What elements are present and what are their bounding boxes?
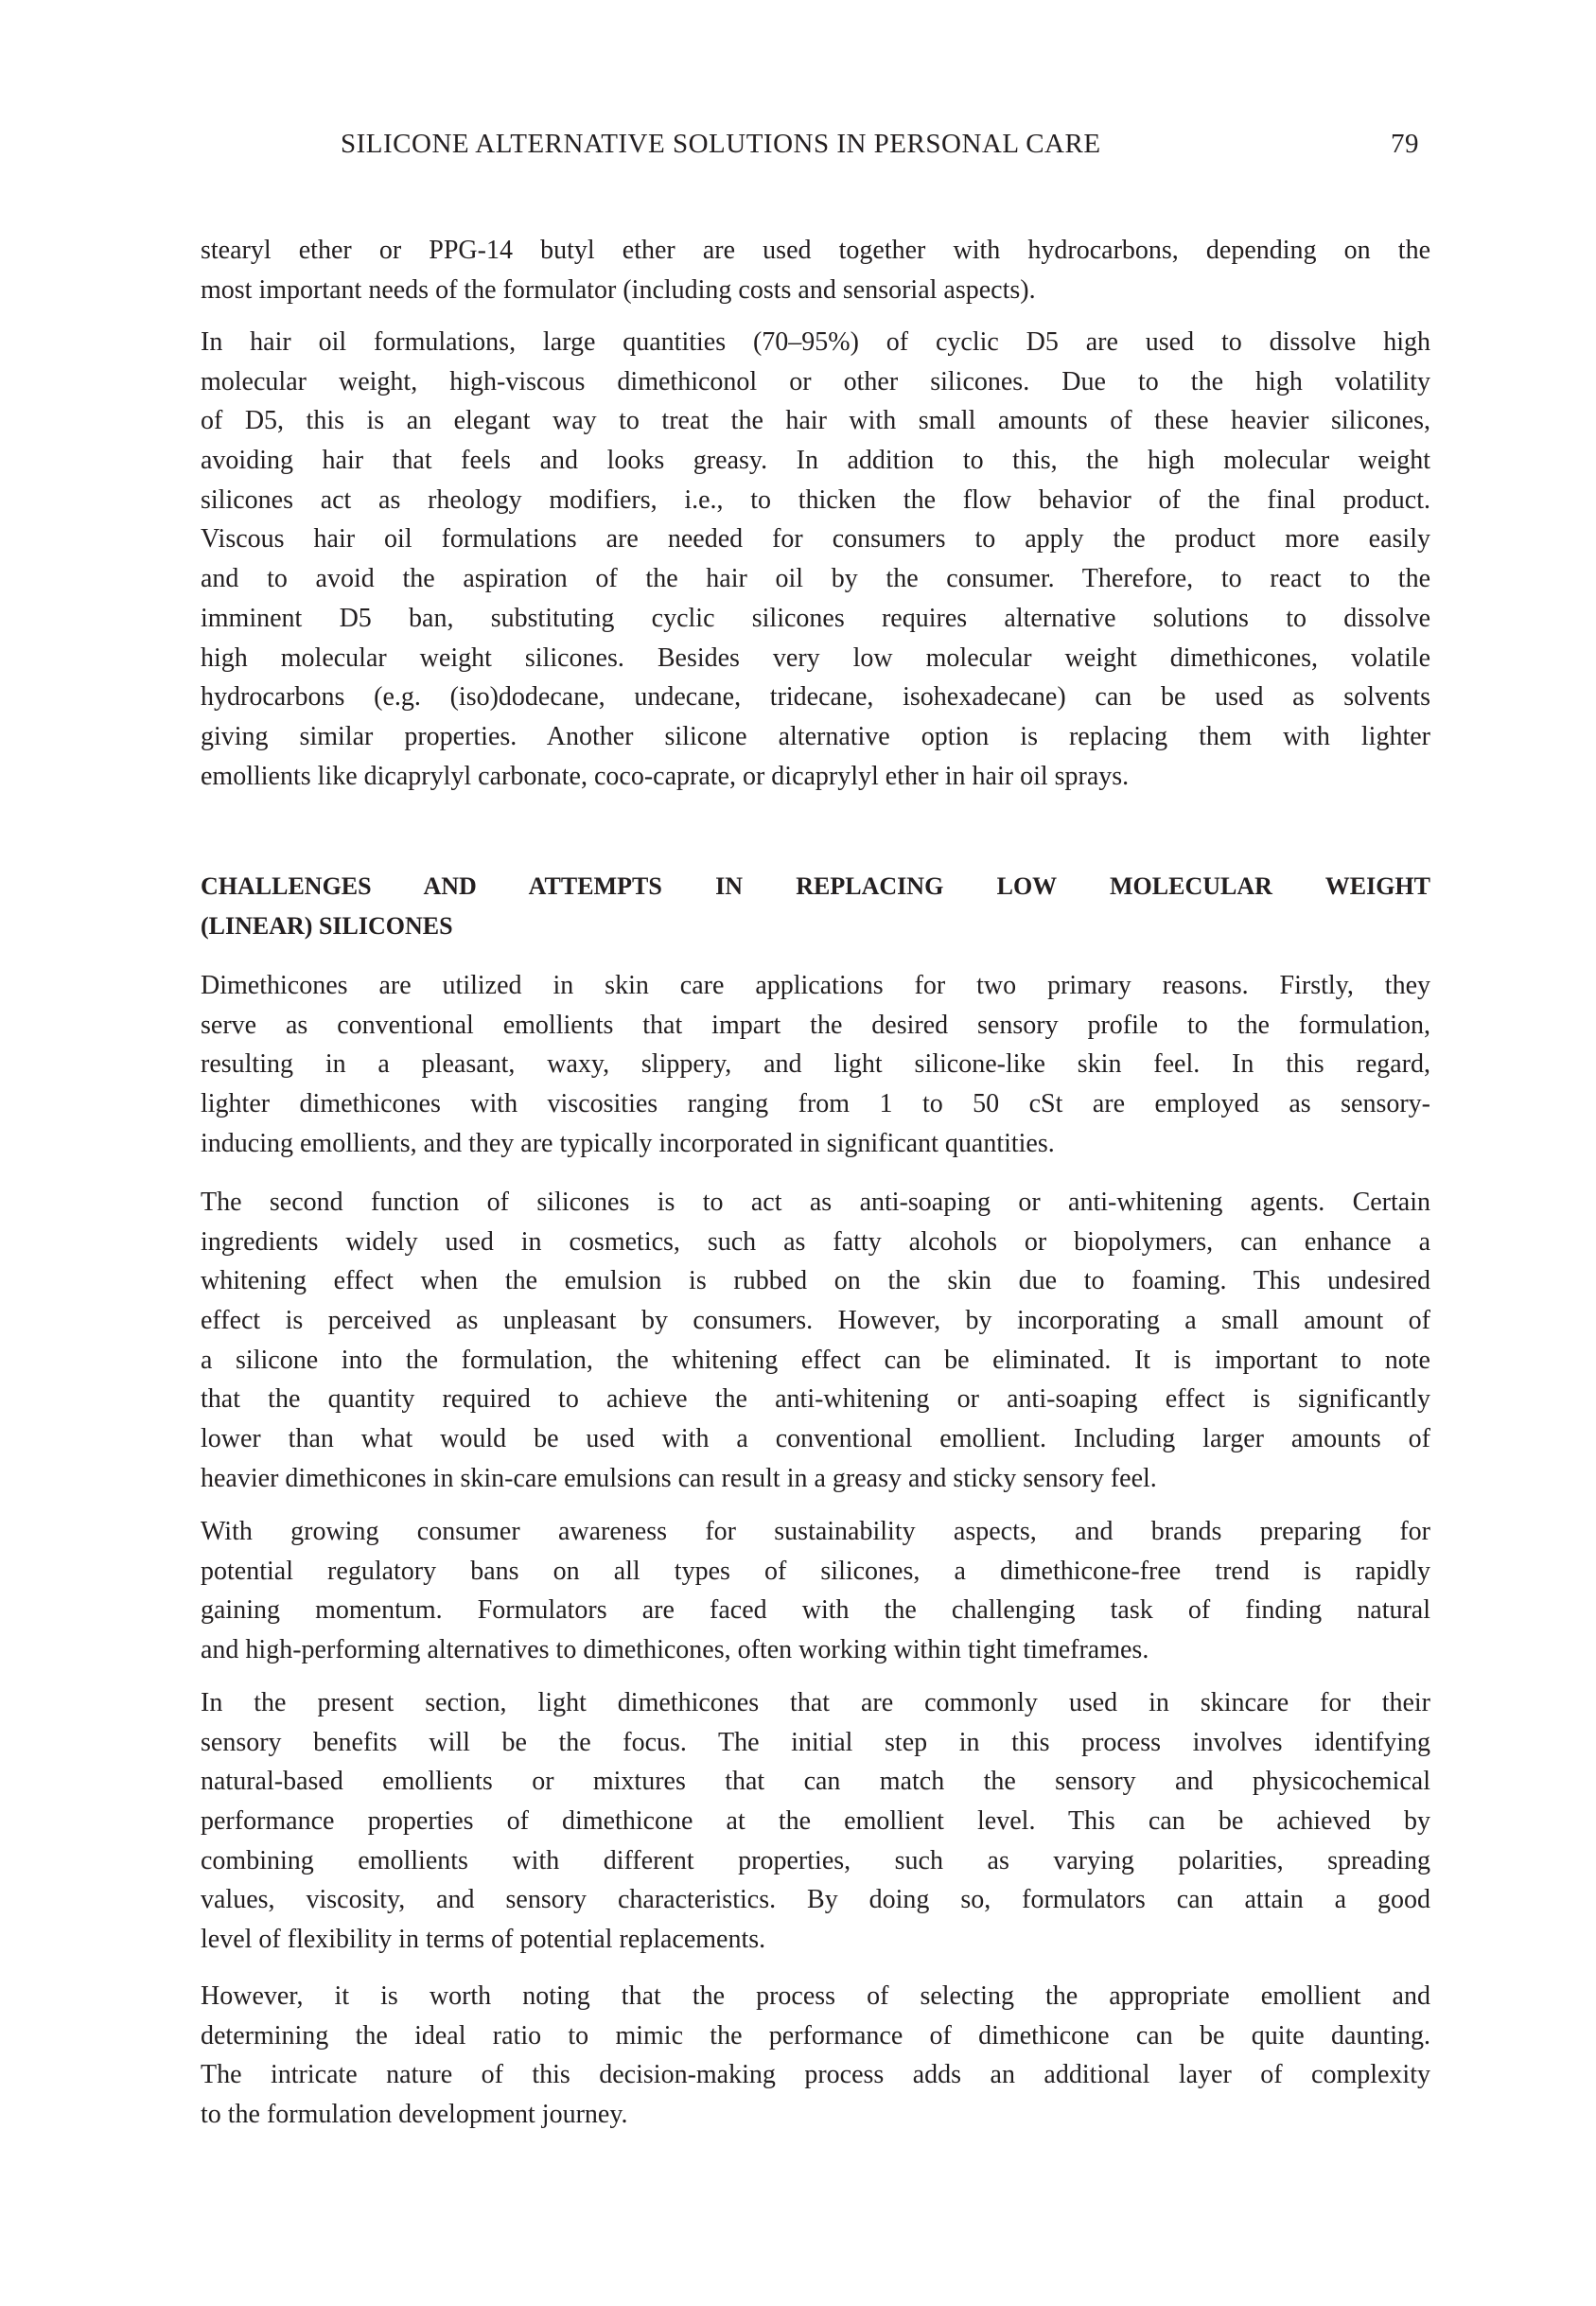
text-line: CHALLENGES AND ATTEMPTS IN REPLACING LOW MOLECULAR WEIGHT [201,872,1430,900]
text-line: level of flexibility in terms of potential replacements. [201,1925,766,1955]
text-line: combining emollients with different properties, such as varying polarities, spreading [201,1845,1430,1875]
text-line: (LINEAR) SILICONES [201,912,453,940]
text-line: of D5, this is an elegant way to treat the hair with small amounts of these heavier silicones, [201,406,1430,436]
text-line: most important needs of the formulator (including costs and sensorial aspects). [201,274,1036,305]
text-line: natural-based emollients or mixtures that can match the sensory and physicochemical [201,1767,1430,1797]
text-line: heavier dimethicones in skin-care emulsions can result in a greasy and sticky sensory feel. [201,1463,1157,1493]
text-line: potential regulatory bans on all types of silicones, a dimethicone-free trend is rapidly [201,1556,1430,1586]
text-line: gaining momentum. Formulators are faced with the challenging task of finding natural [201,1595,1430,1626]
text-line: inducing emollients, and they are typically incorporated in significant quantities. [201,1128,1055,1158]
text-line: that the quantity required to achieve the anti-whitening or anti-soaping effect is significantly [201,1384,1430,1415]
text-line: to the formulation development journey. [201,2100,628,2130]
text-line: In hair oil formulations, large quantities (70–95%) of cyclic D5 are used to dissolve high [201,327,1430,357]
text-line: With growing consumer awareness for sustainability aspects, and brands preparing for [201,1517,1430,1546]
paragraph [201,1683,1430,1960]
text-line: Dimethicones are utilized in skin care applications for two primary reasons. Firstly, they [201,971,1430,1000]
text-line: imminent D5 ban, substituting cyclic silicones requires alternative solutions to dissolve [201,603,1430,633]
text-line: emollients like dicaprylyl carbonate, coco-caprate, or dicaprylyl ether in hair oil sprays. [201,761,1130,791]
text-line: silicones act as rheology modifiers, i.e., to thicken the flow behavior of the final product. [201,484,1430,515]
section-heading [201,867,1430,946]
page-number: 79 [1391,129,1419,159]
text-line: The intricate nature of this decision-making process adds an additional layer of complexity [201,2060,1430,2090]
text-line: stearyl ether or PPG-14 butyl ether are used together with hydrocarbons, depending on the [201,236,1430,265]
paragraph [201,1977,1430,2135]
text-line: and to avoid the aspiration of the hair oil by the consumer. Therefore, to react to the [201,564,1430,594]
text-line: high molecular weight silicones. Besides very low molecular weight dimethicones, volatile [201,643,1430,673]
text-line: lower than what would be used with a conventional emollient. Including larger amounts of [201,1424,1430,1454]
text-line: Viscous hair oil formulations are needed for consumers to apply the product more easily [201,524,1430,554]
text-line: resulting in a pleasant, waxy, slippery, and light silicone-like skin feel. In this regard, [201,1049,1430,1080]
text-line: However, it is worth noting that the process of selecting the appropriate emollient and [201,1981,1430,2011]
paragraph [201,323,1430,796]
text-line: In the present section, light dimethicones that are commonly used in skincare for their [201,1688,1430,1717]
text-line: sensory benefits will be the focus. The initial step in this process involves identifying [201,1727,1430,1757]
text-line: and high-performing alternatives to dimethicones, often working within tight timeframes. [201,1635,1149,1665]
running-header: SILICONE ALTERNATIVE SOLUTIONS IN PERSONAL CARE [341,129,1101,159]
text-line: determining the ideal ratio to mimic the performance of dimethicone can be quite daunting. [201,2020,1430,2051]
paragraph [201,966,1430,1163]
text-line: a silicone into the formulation, the whitening effect can be eliminated. It is important to note [201,1345,1430,1375]
text-line: hydrocarbons (e.g. (iso)dodecane, undecane, tridecane, isohexadecane) can be used as solvents [201,682,1430,713]
text-line: lighter dimethicones with viscosities ranging from 1 to 50 cSt are employed as sensory- [201,1089,1430,1119]
text-line: molecular weight, high-viscous dimethiconol or other silicones. Due to the high volatility [201,366,1430,396]
paragraph [201,1512,1430,1670]
text-line: whitening effect when the emulsion is rubbed on the skin due to foaming. This undesired [201,1266,1430,1296]
text-line: avoiding hair that feels and looks greasy. In addition to this, the high molecular weight [201,446,1430,476]
paragraph [201,231,1430,309]
text-line: values, viscosity, and sensory characteristics. By doing so, formulators can attain a good [201,1885,1430,1915]
text-line: effect is perceived as unpleasant by consumers. However, by incorporating a small amount of [201,1306,1430,1336]
text-line: giving similar properties. Another silicone alternative option is replacing them with lighter [201,721,1430,751]
text-line: performance properties of dimethicone at the emollient level. This can be achieved by [201,1806,1430,1837]
text-line: The second function of silicones is to act as anti-soaping or anti-whitening agents. Certain [201,1188,1430,1217]
text-line: ingredients widely used in cosmetics, such as fatty alcohols or biopolymers, can enhance a [201,1226,1430,1257]
text-line: serve as conventional emollients that impart the desired sensory profile to the formulation, [201,1010,1430,1040]
paragraph [201,1183,1430,1499]
